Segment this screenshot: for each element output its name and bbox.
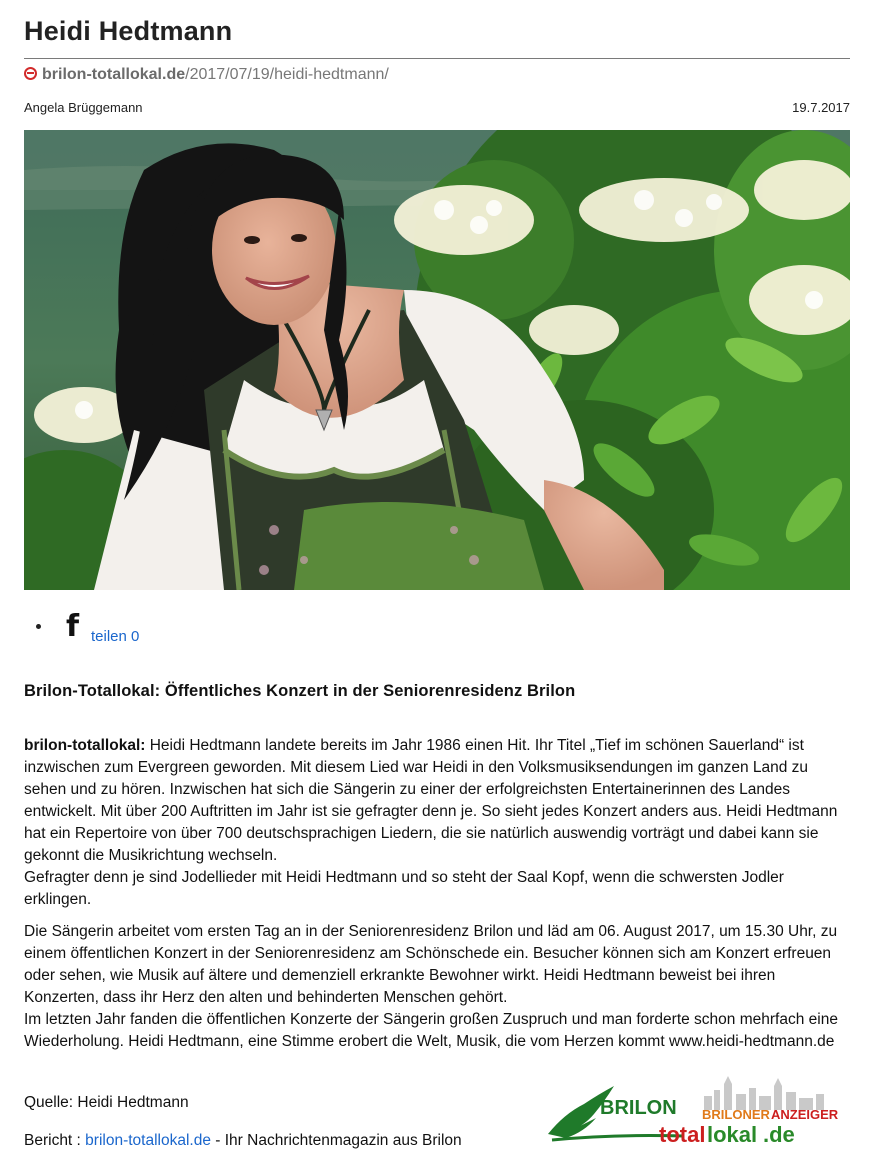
paragraph-2: Gefragter denn je sind Jodellieder mit Heidi Hedtmann und so steht der Saal Kopf, wenn die schwersten Jodler erklingen. bbox=[24, 869, 784, 908]
publish-date: 19.7.2017 bbox=[792, 100, 850, 115]
report-suffix: - Ihr Nachrichtenmagazin aus Brilon bbox=[210, 1132, 462, 1149]
facebook-share-link[interactable]: teilen 0 bbox=[91, 628, 140, 645]
report-prefix: Bericht : bbox=[24, 1132, 86, 1149]
hero-image bbox=[24, 130, 850, 590]
source-path[interactable]: /2017/07/19/heidi-hedtmann/ bbox=[185, 66, 389, 83]
logo-total-text: total bbox=[659, 1122, 706, 1147]
logo-anzeiger-part2: ANZEIGER bbox=[771, 1107, 839, 1122]
source-credit: Quelle: Heidi Hedtmann bbox=[24, 1094, 189, 1111]
logo-anzeiger-part1: BRILONER bbox=[702, 1107, 770, 1122]
lead-label: brilon-totallokal: bbox=[24, 737, 146, 754]
author-name: Angela Brüggemann bbox=[24, 100, 143, 115]
title-divider bbox=[24, 58, 850, 59]
source-domain[interactable]: brilon-totallokal.de bbox=[42, 66, 186, 83]
paragraph-4: Im letzten Jahr fanden die öffentlichen Konzerte der Sängerin großen Zuspruch und man forderte schon mehrfach eine Wiederholung. Heidi Hedtmann, eine Stimme erobert die Welt, Musik, die vom Herzen kommt www.heidi-hedtmann.de bbox=[24, 1011, 838, 1050]
site-favicon-icon bbox=[24, 67, 37, 80]
list-bullet bbox=[36, 624, 41, 629]
logo-domain-suffix: .de bbox=[763, 1122, 795, 1147]
report-credit bbox=[24, 1132, 462, 1150]
paragraph-1-text: Heidi Hedtmann landete bereits im Jahr 1986 einen Hit. Ihr Titel „Tief im schönen Sauerland“ ist inzwischen zum Evergreen geworden. Mit diesem Lied war Heidi in den Volksmusiksendungen im ganzen Land zu sehen und zu hören. Inzwischen hat sich die Sängerin zu einer der erfolgreichsten Entertainerinnen des Landes entwickelt. Mit über 200 Auftritten im Jahr ist sie gefragter denn je. So sieht jedes Konzert anders aus. Heidi Hedtmann hat ein Repertoire von über 700 deutschsprachigen Liedern, die sie natürlich auswendig vorträgt und dabei kann sie gekonnt die Musikrichtung wechseln. bbox=[24, 737, 838, 864]
logo-graphic bbox=[544, 1074, 844, 1148]
paragraph-gap bbox=[24, 911, 850, 921]
article-headline: Brilon-Totallokal: Öffentliches Konzert in der Seniorenresidenz Brilon bbox=[24, 682, 576, 700]
facebook-icon[interactable]: f bbox=[66, 609, 80, 644]
source-url[interactable] bbox=[24, 66, 389, 84]
hero-photo-illustration bbox=[24, 130, 850, 590]
article-body bbox=[24, 735, 850, 1053]
paragraph-1 bbox=[24, 735, 850, 867]
page-title: Heidi Hedtmann bbox=[24, 16, 233, 46]
report-link[interactable]: brilon-totallokal.de bbox=[85, 1132, 211, 1149]
logo-lokal-text: lokal bbox=[707, 1122, 758, 1147]
logo-brilon-text: BRILON bbox=[600, 1097, 677, 1119]
brilon-totallokal-logo[interactable] bbox=[544, 1074, 844, 1148]
paragraph-3: Die Sängerin arbeitet vom ersten Tag an in der Seniorenresidenz Brilon und läd am 06. August 2017, um 15.30 Uhr, zu einem öffentlichen Konzert in der Seniorenresidenz am Schönschede ein. Besucher können sich am Konzert erfreuen oder sehen, wie Musik auf ältere und demenziell erkrankte Bewohner wirkt. Heidi Hedtmann beweist bei ihren Konzerten, dass ihr Herz den alten und behinderten Menschen gehört. bbox=[24, 923, 838, 1006]
